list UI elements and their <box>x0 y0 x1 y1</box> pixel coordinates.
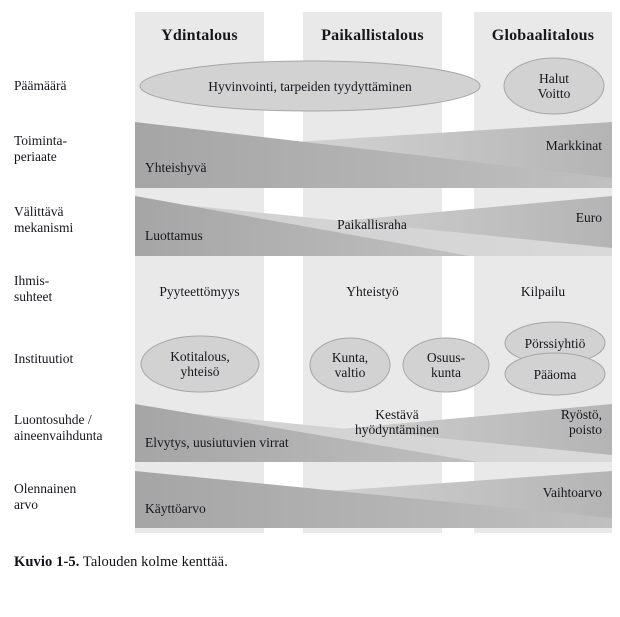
wedge-label-luottamus: Luottamus <box>145 228 203 243</box>
wedge-label-ryosto-2: poisto <box>568 422 602 437</box>
wedge-label-kayttoarvo: Käyttöarvo <box>145 501 206 516</box>
wedge-label-ryosto-1: Ryöstö, <box>560 407 602 422</box>
wedge-label-elvytys: Elvytys, uusiutuvien virrat <box>145 435 289 450</box>
column-header-globaalitalous: Globaalitalous <box>491 27 595 44</box>
column-header-ydintalous: Ydintalous <box>161 27 238 44</box>
row-label-ihmissuhteet-1: Ihmis- <box>14 273 50 288</box>
wedge-label-yhteishyva: Yhteishyvä <box>145 160 207 175</box>
wedge-label-markkinat: Markkinat <box>545 138 602 153</box>
column-header-paikallistalous: Paikallistalous <box>321 27 424 44</box>
ellipse-label-paaoma: Pääoma <box>533 367 577 382</box>
ellipse-label-osuuskunta-2: kunta <box>431 365 461 380</box>
row-label-valittava-2: mekanismi <box>14 220 74 235</box>
ellipse-label-voitto: Voitto <box>537 86 571 101</box>
row-label-olennainen-2: arvo <box>14 497 38 512</box>
row-label-paamaara: Päämäärä <box>14 78 67 93</box>
row-label-valittava-1: Välittävä <box>14 204 64 219</box>
ellipse-label-kotitalous-1: Kotitalous, <box>170 349 230 364</box>
ellipse-label-kunta-1: Kunta, <box>331 350 369 365</box>
wedge-label-kestava-2: hyödyntäminen <box>355 422 439 437</box>
wedge-label-paikallisraha: Paikallisraha <box>337 217 407 232</box>
row-label-instituutiot: Instituutiot <box>14 351 74 366</box>
row-paamaara <box>140 58 604 114</box>
row-label-toimintaperiaate-1: Toiminta- <box>14 133 68 148</box>
figure-caption <box>14 554 228 571</box>
ellipse-label-hyvinvointi: Hyvinvointi, tarpeiden tyydyttäminen <box>208 79 412 94</box>
figure-caption-text: Talouden kolme kenttää. <box>79 554 228 570</box>
column-headers <box>161 27 594 44</box>
ellipse-label-osuuskunta-1: Osuus- <box>426 350 466 365</box>
cell-kilpailu: Kilpailu <box>520 284 566 299</box>
wedge-label-euro: Euro <box>575 210 602 225</box>
ellipse-label-kunta-2: valtio <box>334 365 366 380</box>
row-label-luontosuhde-2: aineenvaihdunta <box>14 428 103 443</box>
row-label-ihmissuhteet-2: suhteet <box>14 289 53 304</box>
figure-caption-number: Kuvio 1-5. <box>14 554 80 570</box>
ellipse-label-halut: Halut <box>539 71 569 86</box>
cell-pyyteettomyys: Pyyteettömyys <box>159 284 240 299</box>
ellipse-label-porssiyhtio: Pörssiyhtiö <box>524 336 586 351</box>
cell-yhteistyo: Yhteistyö <box>346 284 399 299</box>
ellipse-label-kotitalous-2: yhteisö <box>180 364 220 379</box>
row-labels <box>14 78 102 512</box>
row-label-toimintaperiaate-2: periaate <box>14 149 57 164</box>
row-label-olennainen-1: Olennainen <box>14 481 77 496</box>
row-label-luontosuhde-1: Luontosuhde / <box>14 412 92 427</box>
wedge-label-vaihtoarvo: Vaihtoarvo <box>542 485 602 500</box>
wedge-label-kestava-1: Kestävä <box>375 407 419 422</box>
